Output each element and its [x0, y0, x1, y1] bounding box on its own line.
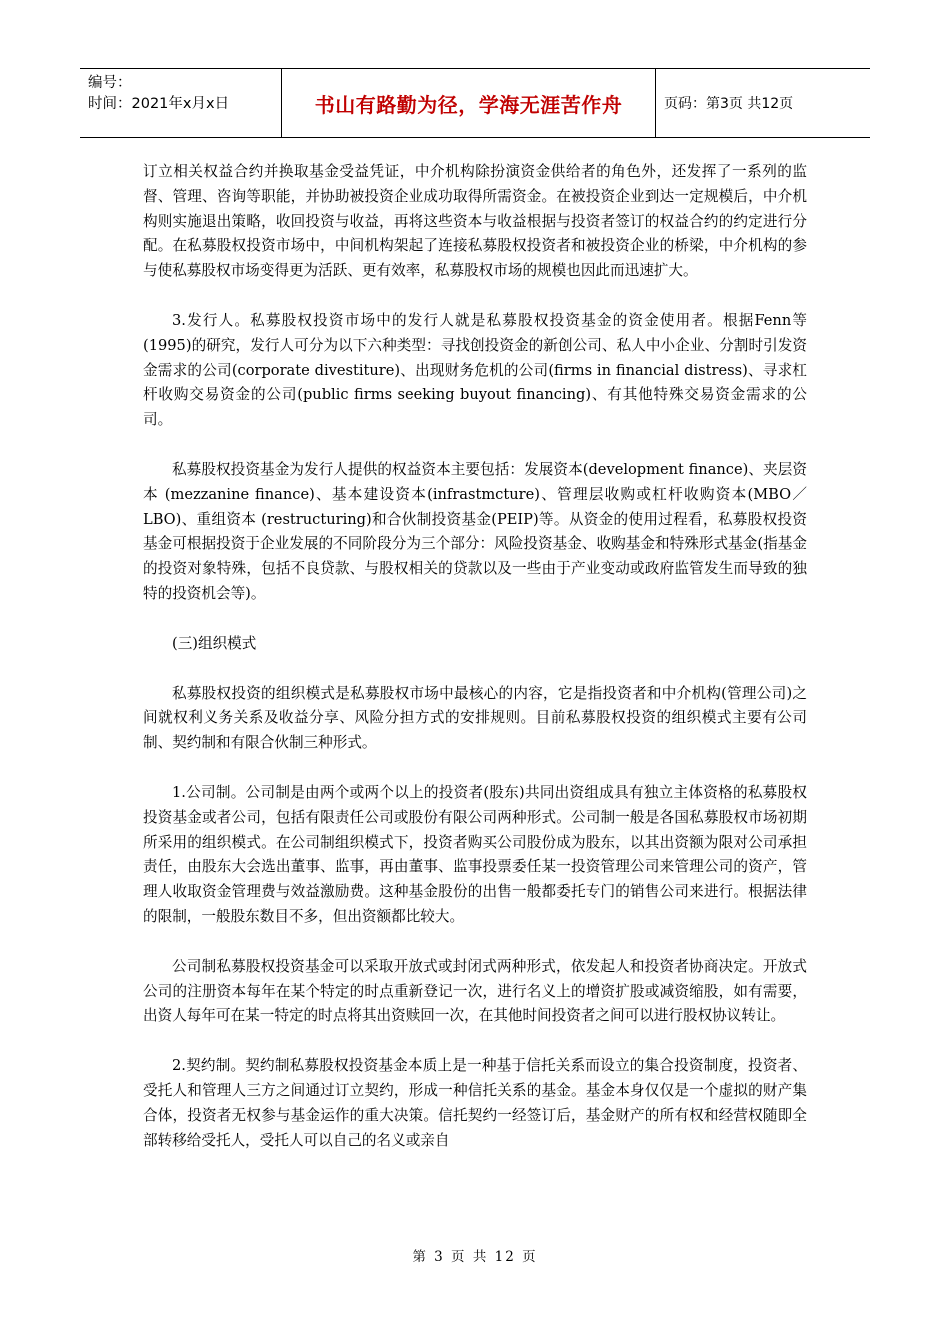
header-motto: 书山有路勤为径，学海无涯苦作舟	[282, 69, 656, 137]
header-page-label: 页码：第3页 共12页	[664, 96, 794, 112]
paragraph-equity-capital: 私募股权投资基金为发行人提供的权益资本主要包括：发展资本(development finance)、夹层资本 (mezzanine finance)、基本建设资本(infrastmcture)、管理层收购或杠杆收购资本(MBO／LBO)、重组资本 (restructuring)和合伙制投资基金(PEIP)等。从资金的使用过程看，私募股权投资基金可根据投资于企业发展的不同阶段分为三个部分：风险投资基金、收购基金和特殊形式基金(指基金的投资对象特殊，包括不良贷款、与股权相关的贷款以及一些由于产业变动或政府监管发生而导致的独特的投资机会等)。	[143, 460, 807, 602]
page-footer: 第 3 页 共 12 页	[412, 1249, 538, 1265]
paragraph-contractual-form: 2.契约制。契约制私募股权投资基金本质上是一种基于信托关系而设立的集合投资制度，投资者、受托人和管理人三方之间通过订立契约，形成一种信托关系的基金。基金本身仅仅是一个虚拟的财产集合体，投资者无权参与基金运作的重大决策。信托契约一经签订后，基金财产的所有权和经营权随即全部转移给受托人，受托人可以自己的名义或亲自	[143, 1057, 807, 1149]
document-header	[80, 68, 870, 138]
paragraph-organization-mode: 私募股权投资的组织模式是私募股权市场中最核心的内容，它是指投资者和中介机构(管理公司)之间就权利义务关系及收益分享、风险分担方式的安排规则。目前私募股权投资的组织模式主要有公司制、契约制和有限合伙制三种形式。	[143, 684, 807, 752]
header-time-label: 时间：2021年x月x日	[88, 96, 230, 112]
section-heading-organization-mode: (三)组织模式	[172, 634, 257, 652]
paragraph-open-closed-form: 公司制私募股权投资基金可以采取开放式或封闭式两种形式，依发起人和投资者协商决定。开放式公司的注册资本每年在某个特定的时点重新登记一次，进行名义上的增资扩股或减资缩股，如有需要，出资人每年可在某一特定的时点将其出资赎回一次，在其他时间投资者之间可以进行股权协议转让。	[143, 957, 807, 1025]
paragraph-issuer: 3.发行人。私募股权投资市场中的发行人就是私募股权投资基金的资金使用者。根据Fenn等 (1995)的研究，发行人可分为以下六种类型：寻找创投资金的新创公司、私人中小企业、分割时引发资金需求的公司(corporate divestiture)、出现财务危机的公司(firms in financial distress)、寻求杠杆收购交易资金的公司(public firms seeking buyout financing)、有其他特殊交易资金需求的公司。	[143, 311, 807, 429]
document-body	[143, 160, 807, 1178]
paragraph-intermediary-continued: 订立相关权益合约并换取基金受益凭证，中介机构除扮演资金供给者的角色外，还发挥了一系列的监督、管理、咨询等职能，并协助被投资企业成功取得所需资金。在被投资企业到达一定规模后，中介机构则实施退出策略，收回投资与收益，再将这些资本与收益根据与投资者签订的权益合约的约定进行分配。在私募股权投资市场中，中间机构架起了连接私募股权投资者和被投资企业的桥梁，中介机构的参与使私募股权市场变得更为活跃、更有效率，私募股权市场的规模也因此而迅速扩大。	[143, 163, 807, 280]
header-meta-cell	[80, 69, 282, 137]
paragraph-corporate-form: 1.公司制。公司制是由两个或两个以上的投资者(股东)共同出资组成具有独立主体资格的私募股权投资基金或者公司，包括有限责任公司或股份有限公司两种形式。公司制一般是各国私募股权市场初期所采用的组织模式。在公司制组织模式下，投资者购买公司股份成为股东，以其出资额为限对公司承担责任，由股东大会选出董事、监事，再由董事、监事投票委任某一投资管理公司来管理公司的资产，管理人收取资金管理费与效益激励费。这种基金股份的出售一般都委托专门的销售公司来进行。根据法律的限制，一般股东数目不多，但出资额都比较大。	[143, 783, 807, 925]
header-number-label: 编号：	[88, 75, 132, 91]
